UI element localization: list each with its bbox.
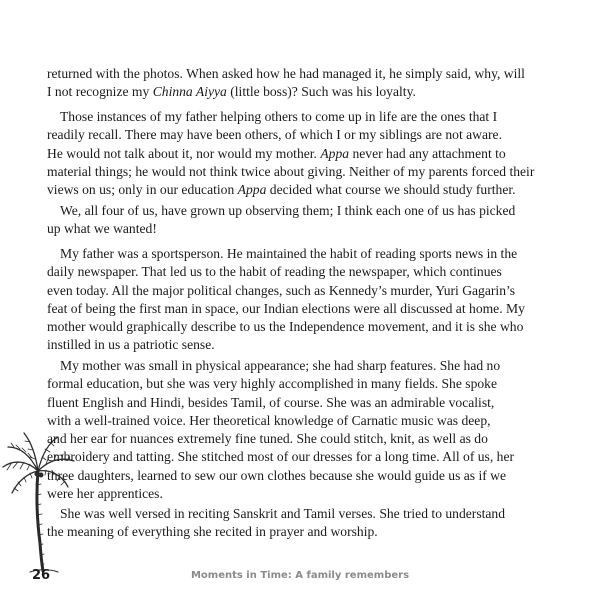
- text-run: embroidery and tatting. She stitched most of our dresses for a long time. All of us, her: [47, 449, 515, 465]
- text-run: were her apprentices.: [47, 486, 163, 502]
- palm-tree-icon: [0, 425, 80, 575]
- text-run: readily recall. There may have been others, of which I or my siblings are not aware.: [47, 127, 502, 143]
- text-run: My mother was small in physical appearance; she had sharp features. She had no: [60, 358, 501, 373]
- text-run: the meaning of everything she recited in prayer and worship.: [47, 524, 378, 540]
- text-line: [47, 523, 562, 541]
- text-run: She was well versed in reciting Sanskrit and Tamil verses. She tried to understand: [60, 506, 506, 521]
- text-run: Those instances of my father helping others to come up in life are the ones that I: [60, 109, 498, 124]
- text-run: daily newspaper. That led us to the habit of reading the newspaper, which continues: [47, 264, 502, 280]
- text-run: views on us; only in our education: [47, 182, 238, 198]
- paragraph: [47, 357, 562, 503]
- italic-term: Chinna Aiyya: [152, 84, 227, 100]
- text-line: [47, 202, 562, 220]
- text-line: [47, 245, 562, 263]
- text-line: [47, 65, 562, 83]
- text-run: and her ear for nuances extremely fine tuned. She could stitch, knit, as well as do: [47, 431, 488, 447]
- text-line: [47, 336, 562, 354]
- text-run: My father was a sportsperson. He maintained the habit of reading sports news in the: [60, 246, 518, 261]
- text-line: [47, 263, 562, 281]
- text-run: fluent English and Hindi, besides Tamil, of course. She was an admirable vocalist,: [47, 394, 495, 410]
- italic-term: Appa: [237, 182, 267, 198]
- text-line: [47, 145, 562, 163]
- text-line: [47, 394, 562, 412]
- text-run: We, all four of us, have grown up observing them; I think each one of us has picked: [60, 203, 516, 218]
- paragraph: [47, 202, 562, 239]
- text-line: [47, 83, 562, 101]
- text-line: [47, 505, 562, 523]
- paragraph: [47, 65, 562, 102]
- text-line: [47, 412, 562, 430]
- text-line: [47, 448, 562, 466]
- text-run: material things; he would not think twice about giving. Neither of my parents forced their: [47, 163, 535, 179]
- text-run: never had any attachment to: [349, 145, 506, 161]
- text-line: [47, 485, 562, 503]
- text-run: instilled in us a patriotic sense.: [47, 337, 215, 353]
- text-run: He would not talk about it, nor would my mother.: [47, 145, 321, 161]
- text-line: [47, 300, 562, 318]
- paragraph: [47, 108, 562, 199]
- text-line: [47, 282, 562, 300]
- text-line: [47, 357, 562, 375]
- text-line: [47, 108, 562, 126]
- text-run: even today. All the major political changes, such as Kennedy’s murder, Yuri Gagarin’s: [47, 282, 516, 298]
- text-line: [47, 430, 562, 448]
- text-run: three daughters, learned to sew our own clothes because she would guide us as if we: [47, 467, 507, 483]
- text-run: formal education, but she was very highly accomplished in many fields. She spoke: [47, 376, 498, 392]
- text-run: returned with the photos. When asked how he had managed it, he simply said, why, will: [47, 66, 525, 81]
- text-line: [47, 318, 562, 336]
- text-run: mother would graphically describe to us the Independence movement, and it is she who: [47, 319, 524, 335]
- text-run: up what we wanted!: [47, 221, 157, 237]
- text-line: [47, 126, 562, 144]
- text-line: [47, 163, 562, 181]
- text-line: [47, 220, 562, 238]
- text-line: [47, 181, 562, 199]
- text-run: (little boss)? Such was his loyalty.: [226, 84, 416, 100]
- running-footer-title: Moments in Time: A family remembers: [190, 570, 410, 581]
- page-number: 26: [32, 568, 51, 583]
- italic-term: Appa: [320, 145, 350, 161]
- text-line: [47, 375, 562, 393]
- text-run: decided what course we should study further.: [266, 182, 516, 198]
- paragraph: [47, 505, 562, 542]
- text-line: [47, 467, 562, 485]
- text-run: feat of being the first man in space, our Indian elections were all discussed at home. My: [47, 300, 525, 316]
- text-run: with a well-trained voice. Her theoretical knowledge of Carnatic music was deep,: [47, 412, 491, 428]
- text-run: I not recognize my: [47, 84, 153, 100]
- paragraph: [47, 245, 562, 355]
